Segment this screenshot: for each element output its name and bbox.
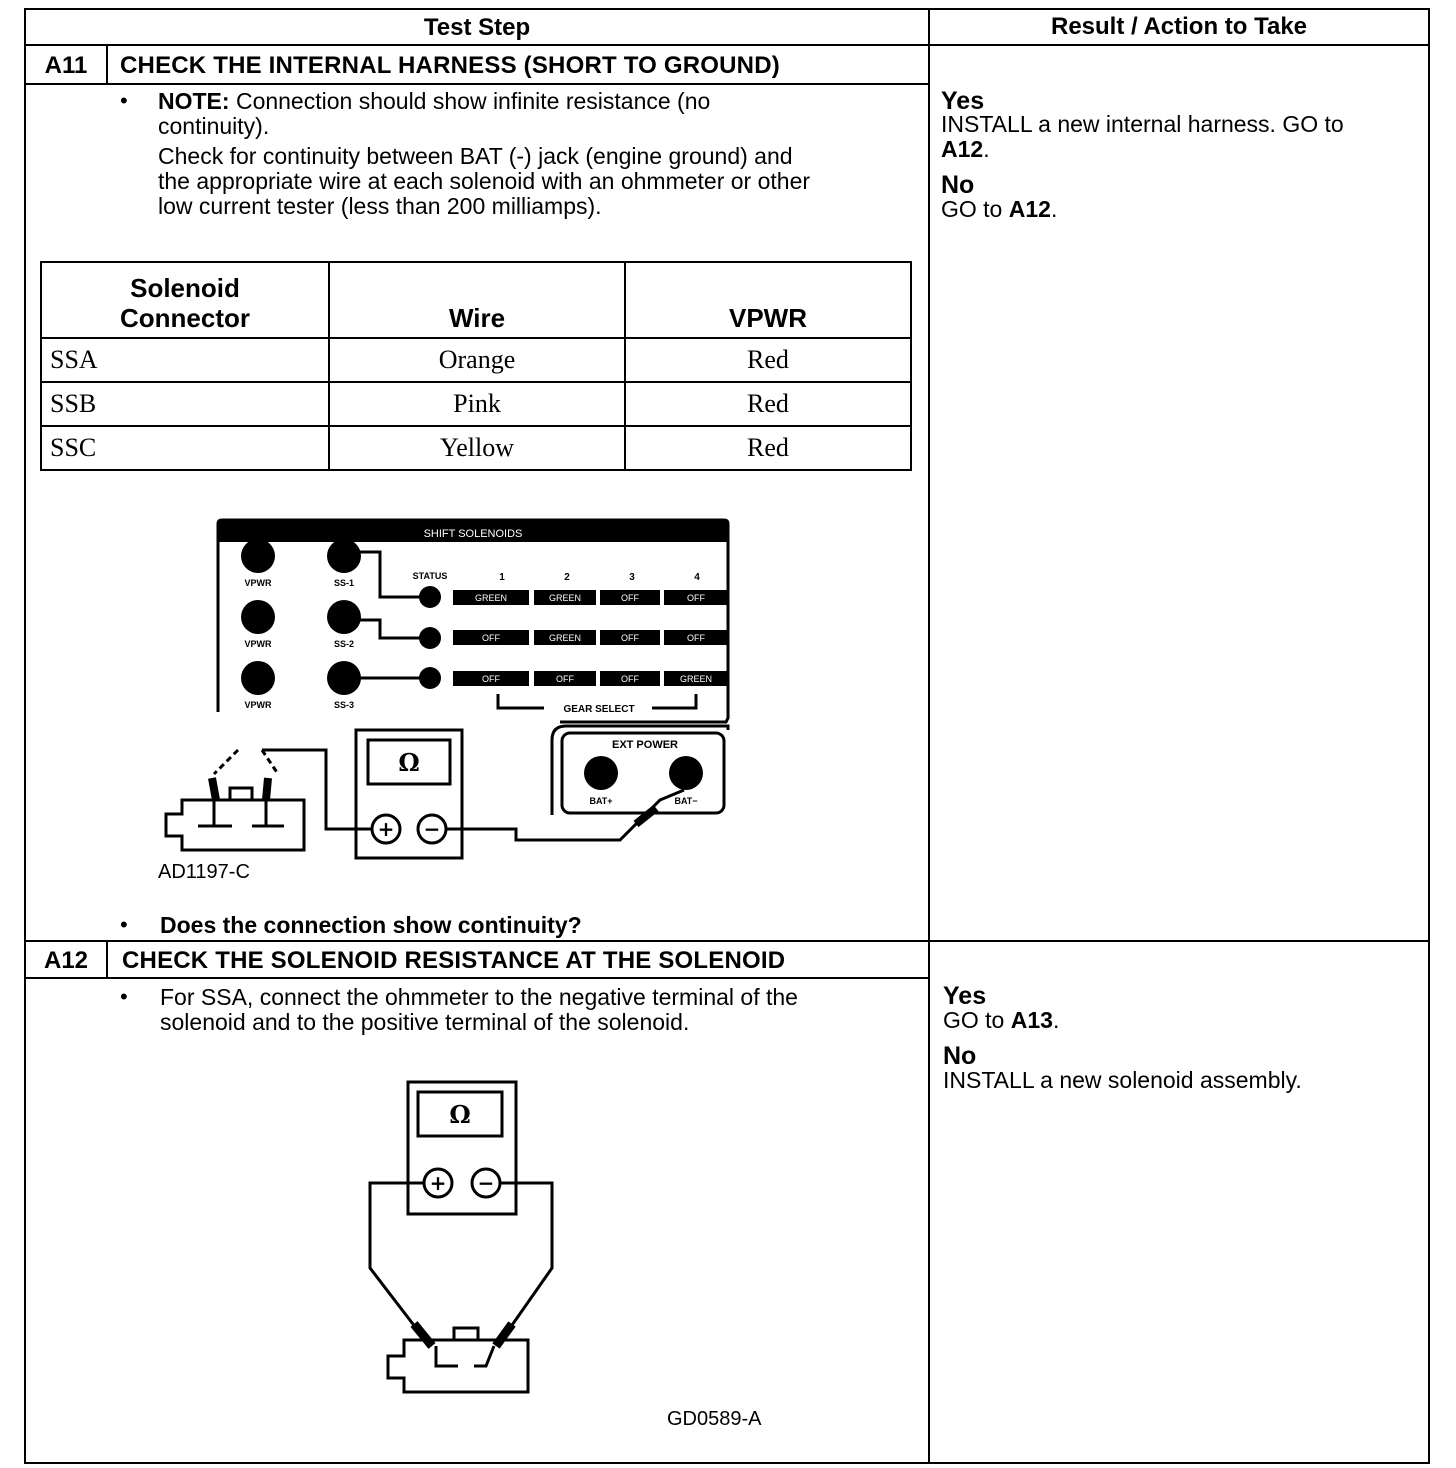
minus-icon: − bbox=[477, 1171, 495, 1195]
ext-power-label: EXT POWER bbox=[611, 739, 679, 751]
a12-result-no-text: INSTALL a new solenoid assembly. bbox=[943, 1067, 1302, 1093]
a11-yes-line1: INSTALL a new internal harness. GO to bbox=[941, 111, 1344, 137]
a11-question: Does the connection show continuity? bbox=[160, 912, 582, 938]
a11-yes-ref: A12 bbox=[941, 136, 984, 162]
status-text: OFF bbox=[687, 593, 705, 603]
col-header-line: VPWR bbox=[729, 303, 807, 333]
cell-wire: Orange bbox=[329, 338, 625, 382]
status-text: OFF bbox=[556, 674, 574, 684]
bat-neg-label: BAT− bbox=[674, 796, 698, 806]
a11-note-text: Connection should show infinite resistance (no bbox=[229, 88, 711, 114]
connector-tab bbox=[454, 1328, 478, 1340]
cell-connector: SSC bbox=[41, 426, 329, 470]
a12-line: For SSA, connect the ohmmeter to the negative terminal of the bbox=[160, 984, 798, 1010]
figure-code-a11: AD1197-C bbox=[158, 861, 250, 883]
vpwr-label-2: VPWR bbox=[244, 639, 272, 649]
probe-right bbox=[496, 1324, 512, 1346]
status-text: GREEN bbox=[679, 674, 713, 684]
left-lead bbox=[370, 1183, 424, 1328]
a11-result-no: No bbox=[941, 171, 975, 199]
status-text: OFF bbox=[621, 633, 639, 643]
a11-no-tail: . bbox=[1050, 196, 1058, 222]
status-text: GREEN bbox=[548, 633, 582, 643]
bullet-a12: • bbox=[120, 984, 128, 1009]
col-num-3: 3 bbox=[629, 572, 635, 583]
a11-check-line: low current tester (less than 200 milliamps). bbox=[158, 193, 602, 219]
ohm-symbol-icon: Ω bbox=[449, 1100, 471, 1129]
right-lead bbox=[500, 1183, 552, 1328]
plus-icon: + bbox=[429, 1171, 447, 1195]
a12-line: solenoid and to the positive terminal of the solenoid. bbox=[160, 1009, 690, 1035]
a11-no-ref: A12 bbox=[1008, 196, 1051, 222]
step-title-a12: CHECK THE SOLENOID RESISTANCE AT THE SOLENOID bbox=[122, 947, 786, 974]
ss2-label: SS-2 bbox=[333, 639, 355, 649]
col-num-4: 4 bbox=[694, 572, 700, 583]
frame-right bbox=[1428, 8, 1430, 1464]
step-id-a11: A11 bbox=[44, 52, 88, 79]
step-id-a12: A12 bbox=[43, 947, 89, 974]
cell-wire: Pink bbox=[329, 382, 625, 426]
cell-vpwr: Red bbox=[625, 426, 911, 470]
status-label: STATUS bbox=[412, 571, 448, 581]
status-text: GREEN bbox=[548, 593, 582, 603]
a11-note-text2: continuity). bbox=[158, 113, 270, 139]
cell-wire: Yellow bbox=[329, 426, 625, 470]
a12-result-no: No bbox=[943, 1042, 977, 1070]
status-text: OFF bbox=[482, 633, 500, 643]
status-text: OFF bbox=[621, 674, 639, 684]
col-header-line: Wire bbox=[448, 303, 506, 333]
connector-pins bbox=[436, 1346, 494, 1366]
col-header-line: Connector bbox=[120, 303, 250, 333]
col-header-line: Solenoid bbox=[130, 273, 240, 303]
cell-connector: SSB bbox=[41, 382, 329, 426]
a11-result-yes-text bbox=[941, 112, 1411, 162]
bat-pos-label: BAT+ bbox=[589, 796, 613, 806]
ss1-label: SS-1 bbox=[333, 578, 355, 588]
header-result-action: Result / Action to Take bbox=[1050, 13, 1308, 40]
a11-result-yes: Yes bbox=[941, 87, 985, 115]
a11-yes-tail: . bbox=[983, 136, 990, 162]
a11-check-line: Check for continuity between BAT (-) jack (engine ground) and bbox=[158, 143, 793, 169]
cell-vpwr: Red bbox=[625, 382, 911, 426]
a12-yes-pre: GO to bbox=[943, 1007, 1011, 1033]
col-num-1: 1 bbox=[499, 572, 505, 583]
a11-no-pre: GO to bbox=[941, 196, 1009, 222]
minus-icon: − bbox=[423, 817, 441, 841]
status-text: OFF bbox=[687, 633, 705, 643]
bullet-a11-note: • bbox=[120, 88, 128, 113]
a12-result-yes: Yes bbox=[943, 982, 987, 1010]
frame-bottom bbox=[24, 1462, 1430, 1464]
col-num-2: 2 bbox=[564, 572, 570, 583]
probe-left bbox=[414, 1324, 432, 1346]
a11-result-no-text bbox=[941, 197, 1057, 222]
a11-check-line: the appropriate wire at each solenoid with an ohmmeter or other bbox=[158, 168, 811, 194]
vpwr-label-3: VPWR bbox=[244, 700, 272, 710]
cell-vpwr: Red bbox=[625, 338, 911, 382]
header-test-step: Test Step bbox=[423, 14, 531, 41]
cell-connector: SSA bbox=[41, 338, 329, 382]
plus-icon: + bbox=[377, 817, 395, 841]
status-text: OFF bbox=[482, 674, 500, 684]
a12-yes-tail: . bbox=[1052, 1007, 1060, 1033]
figure-code-a12: GD0589-A bbox=[667, 1408, 762, 1430]
a12-result-yes-text bbox=[943, 1008, 1059, 1033]
gear-select-label: GEAR SELECT bbox=[563, 704, 635, 715]
bullet-a11-question: • bbox=[120, 912, 128, 937]
ohm-symbol-icon: Ω bbox=[398, 748, 420, 777]
panel-title: SHIFT SOLENOIDS bbox=[423, 528, 523, 540]
step-title-a11: CHECK THE INTERNAL HARNESS (SHORT TO GROUND) bbox=[120, 52, 780, 79]
ss3-label: SS-3 bbox=[333, 700, 355, 710]
status-text: OFF bbox=[621, 593, 639, 603]
a12-yes-ref: A13 bbox=[1010, 1007, 1053, 1033]
status-text: GREEN bbox=[474, 593, 508, 603]
a11-note-label: NOTE: bbox=[158, 88, 230, 114]
vpwr-label-1: VPWR bbox=[244, 578, 272, 588]
